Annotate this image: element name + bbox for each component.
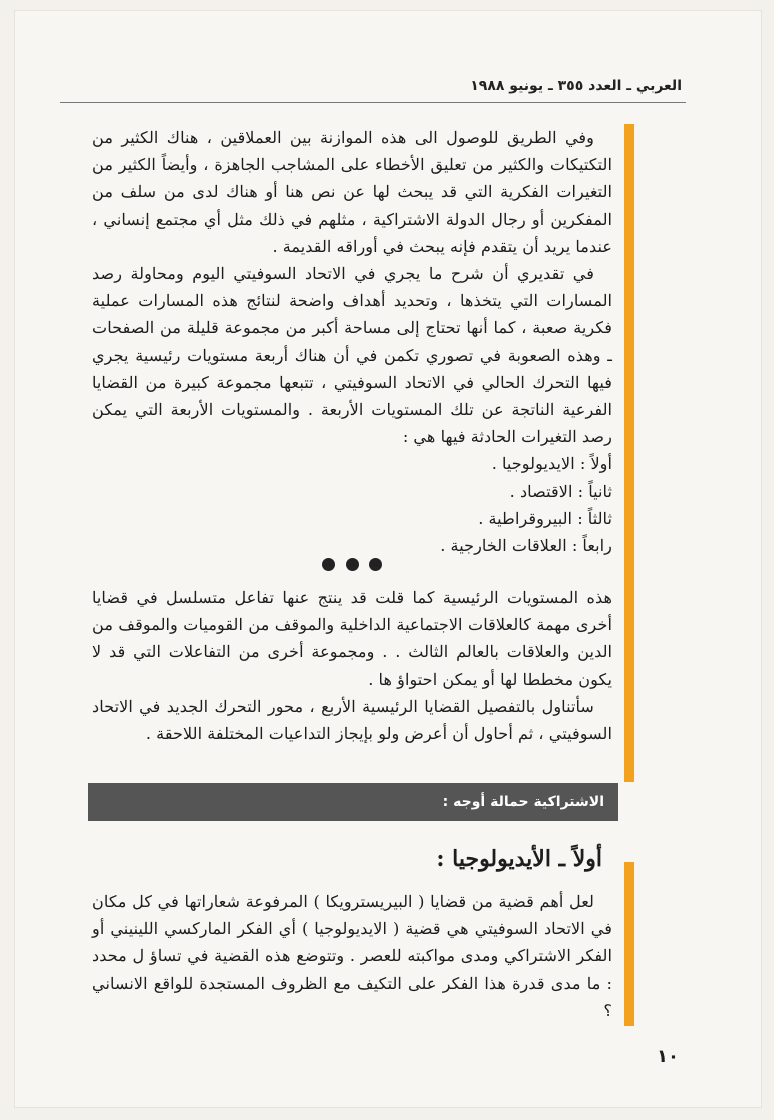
running-header: العربي ـ العدد ٣٥٥ ـ يونيو ١٩٨٨ — [470, 78, 682, 94]
list-item: أولاً : الايديولوجيا . — [491, 454, 612, 474]
paragraph-4: سأتناول بالتفصيل القضايا الرئيسية الأربع ، محور التحرك الجديد في الاتحاد السوفيتي ، ثم أحاول أن أعرض ولو بإيجاز التداعيات المختلفة اللاحقة . — [92, 696, 612, 744]
section-band — [88, 783, 618, 821]
paragraph-5: لعل أهم قضية من قضايا ( البيريسترويكا ) المرفوعة شعاراتها في كل مكان في الاتحاد السوفيتي هي قضية ( الايديولوجيا ) أي الفكر الماركسي اللينيني أو الفكر الاشتراكي ومدى مواكبته للعصر . وتتوضع هذه القضية في تساؤ ل محدد : ما مدى قدرة هذا الفكر على التكيف مع الظروف المستجدة للواقع الانساني ؟ — [92, 892, 612, 1020]
section-band-title: الاشتراكية حمالة أوجه : — [442, 794, 604, 810]
paragraph-1: وفي الطريق للوصول الى هذه الموازنة بين العملاقين ، هناك الكثير من التكتيكات والكثير من تعليق الأخطاء على المشاجب الجاهزة ، وأيضاً الكثير من التغيرات الفكرية التي قد يبحث لها عن نص هنا أو هناك لدى من سلف من المفكرين أو رجال الدولة الاشتراكية ، مثلهم في ذلك مثل أي مجتمع إنساني ، عندما يريد أن يتقدم فإنه يبحث في أوراقه القديمة . — [92, 128, 612, 256]
list-item: ثالثاً : البيروقراطية . — [478, 508, 612, 528]
paragraph-2: في تقديري أن شرح ما يجري في الاتحاد السوفيتي اليوم ومحاولة رصد المسارات التي يتخذها ، وتحديد أهداف واضحة لنتائج هذه المسارات عملية فكرية صعبة ، كما أنها تحتاج إلى مساحة أكبر من مجموعة قليلة من الصفحات ـ وهذه الصعوبة في تصوري تكمن في أن هناك أربعة مستويات رئيسية يجري فيها التحرك الحالي في الاتحاد السوفيتي ، تتبعها مجموعة كبيرة من القضايا الفرعية الناتجة عن تلك المستويات الأربعة . والمستويات الأربعة التي يمكن رصد التغيرات الحادثة فيها هي : — [92, 264, 612, 447]
header-rule — [60, 102, 686, 103]
paragraph-3: هذه المستويات الرئيسية كما قلت قد ينتج عنها تفاعل متسلسل في قضايا أخرى مهمة كالعلاقات الاجتماعية الداخلية والموقف من القوميات والموقف من الدين والعلاقات بالعالم الثالث . . ومجموعة أخرى من التفاعلات التي قد لا يكون مخططا لها أو يمكن احتواؤ ها . — [92, 588, 612, 689]
subheading: أولاً ـ الأيديولوجيا : — [436, 846, 602, 872]
page-number: ١٠ — [657, 1046, 679, 1067]
accent-bar-top — [624, 124, 634, 782]
list-item: رابعاً : العلاقات الخارجية . — [440, 536, 612, 556]
divider-dot — [346, 558, 359, 571]
text-column-bottom — [92, 888, 612, 1024]
divider-dot — [322, 558, 335, 571]
levels-list — [92, 450, 612, 559]
text-column-middle — [92, 584, 612, 747]
list-item: ثانياً : الاقتصاد . — [509, 481, 612, 501]
divider-dot — [369, 558, 382, 571]
accent-bar-bottom — [624, 862, 634, 1026]
text-column-top — [92, 124, 612, 559]
section-divider-dots — [322, 555, 382, 573]
